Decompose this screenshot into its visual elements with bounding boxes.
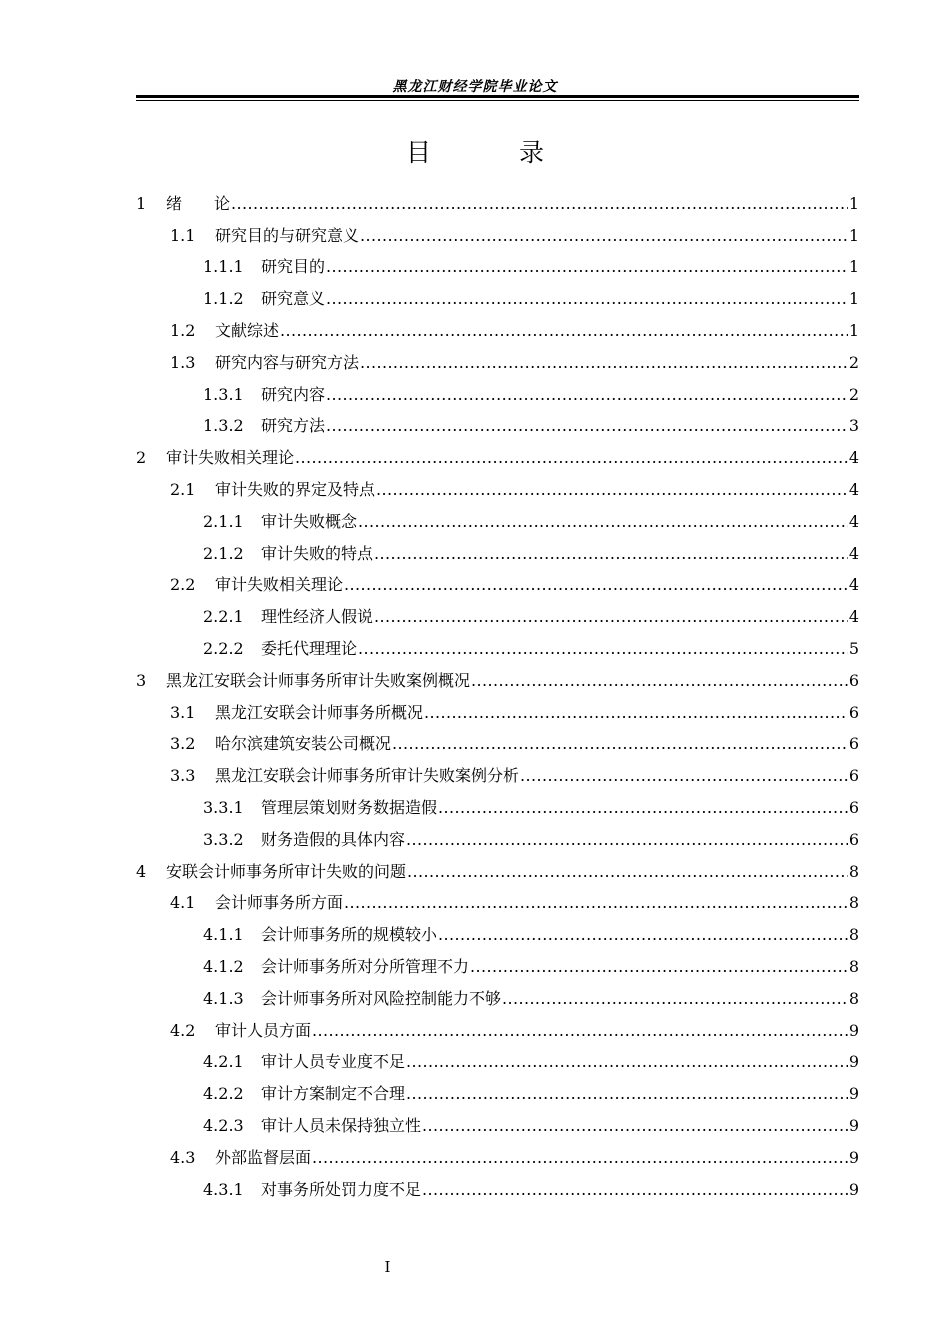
toc-entry-number: 4.3.1: [203, 1179, 244, 1199]
toc-entry-number: 2.1.1: [203, 511, 244, 531]
toc-entry-title: 理性经济人假说: [261, 607, 374, 627]
toc-dot-leader: [422, 1180, 848, 1200]
toc-entry-page: 5: [848, 639, 859, 659]
toc-entry-number: 4.3: [170, 1147, 196, 1167]
toc-dot-leader: [424, 703, 848, 723]
toc-entry-page: 4: [848, 511, 859, 531]
toc-entry-page: 6: [848, 670, 859, 690]
toc-entry-page: 9: [848, 1179, 859, 1199]
toc-dot-leader: [326, 257, 848, 277]
toc-dot-leader: [407, 862, 848, 882]
toc-entry[interactable]: [136, 983, 859, 1015]
toc-entry[interactable]: [136, 1015, 859, 1047]
toc-entry[interactable]: [136, 474, 859, 506]
toc-entry[interactable]: [136, 188, 859, 220]
toc-entry-title: 审计失败的界定及特点: [215, 480, 376, 500]
toc-entry-page: 3: [848, 416, 859, 436]
toc-entry[interactable]: [136, 919, 859, 951]
toc-dot-leader: [374, 607, 848, 627]
toc-entry-number: 3: [136, 670, 147, 690]
toc-entry[interactable]: [136, 601, 859, 633]
toc-entry[interactable]: [136, 792, 859, 824]
toc-entry-title: 研究目的: [261, 257, 326, 277]
toc-dot-leader: [406, 1084, 848, 1104]
toc-dot-leader: [344, 893, 848, 913]
toc-entry-number: 2.2.2: [203, 639, 244, 659]
toc-entry-number: 4.1.2: [203, 957, 244, 977]
toc-dot-leader: [358, 512, 848, 532]
toc-entry-title: 财务造假的具体内容: [261, 829, 406, 849]
toc-entry[interactable]: [136, 347, 859, 379]
toc-dot-leader: [438, 925, 848, 945]
toc-dot-leader: [470, 957, 848, 977]
toc-entry-title: 外部监督层面: [215, 1147, 312, 1167]
toc-entry-number: 3.3.2: [203, 829, 244, 849]
toc-entry-title: 安联会计师事务所审计失败的问题: [166, 861, 407, 881]
toc-dot-leader: [280, 321, 848, 341]
toc-entry-title: 委托代理理论: [261, 639, 358, 659]
toc-entry-title: 对事务所处罚力度不足: [261, 1179, 422, 1199]
toc-entry-number: 1.1.2: [203, 289, 244, 309]
toc-dot-leader: [502, 989, 848, 1009]
toc-entry[interactable]: [136, 379, 859, 411]
toc-entry[interactable]: [136, 856, 859, 888]
toc-entry-title: 会计师事务所方面: [215, 893, 344, 913]
toc-entry-number: 4.2.2: [203, 1084, 244, 1104]
toc-entry-page: 6: [848, 798, 859, 818]
toc-entry-number: 1.1: [170, 225, 196, 245]
toc-dot-leader: [360, 226, 848, 246]
title-char-left: 目: [406, 138, 432, 167]
toc-entry-page: 6: [848, 829, 859, 849]
title-char-right: 录: [518, 138, 544, 167]
toc-entry[interactable]: [136, 1174, 859, 1206]
toc-entry-page: 6: [848, 734, 859, 754]
toc-entry-page: 8: [848, 925, 859, 945]
toc-entry-title: 会计师事务所对风险控制能力不够: [261, 988, 502, 1008]
toc-entry[interactable]: [136, 411, 859, 443]
toc-entry-number: 2.2: [170, 575, 196, 595]
toc-entry-title: 研究目的与研究意义: [215, 225, 360, 245]
toc-dot-leader: [520, 766, 848, 786]
toc-dot-leader: [344, 575, 848, 595]
toc-entry-number: 1: [136, 193, 147, 213]
toc-entry-page: 6: [848, 766, 859, 786]
toc-entry-number: 4.1.1: [203, 925, 244, 945]
toc-entry-title: 管理层策划财务数据造假: [261, 798, 438, 818]
toc-entry-page: 4: [848, 480, 859, 500]
toc-entry-page: 2: [848, 352, 859, 372]
toc-entry[interactable]: [136, 1110, 859, 1142]
toc-dot-leader: [312, 1021, 848, 1041]
toc-dot-leader: [376, 480, 848, 500]
toc-entry-page: 1: [848, 257, 859, 277]
toc-entry[interactable]: [136, 824, 859, 856]
toc-dot-leader: [295, 448, 848, 468]
toc-entry-title: 审计方案制定不合理: [261, 1084, 406, 1104]
toc-dot-leader: [471, 671, 848, 691]
toc-entry-page: 4: [848, 448, 859, 468]
toc-entry-number: 4: [136, 861, 147, 881]
toc-entry[interactable]: [136, 633, 859, 665]
toc-entry[interactable]: [136, 283, 859, 315]
toc-entry-title: 研究内容与研究方法: [215, 352, 360, 372]
toc-entry-number: 1.2: [170, 321, 196, 341]
toc-dot-leader: [406, 1052, 848, 1072]
toc-entry-number: 1.3.2: [203, 416, 244, 436]
toc-dot-leader: [374, 544, 848, 564]
toc-entry-number: 2.1.2: [203, 543, 244, 563]
toc-entry-number: 1.1.1: [203, 257, 244, 277]
toc-entry-page: 9: [848, 1084, 859, 1104]
toc-entry[interactable]: [136, 506, 859, 538]
toc-entry[interactable]: [136, 1078, 859, 1110]
toc-entry-title: 黑龙江安联会计师事务所审计失败案例分析: [215, 766, 520, 786]
toc-entry-number: 3.3: [170, 766, 196, 786]
toc-entry-page: 9: [848, 1116, 859, 1135]
toc-entry-title: 绪 论: [166, 193, 231, 213]
toc-entry-number: 3.1: [170, 702, 196, 722]
toc-entry-number: 2: [136, 448, 147, 468]
toc-entry-page: 2: [848, 384, 859, 404]
toc-entry-page: 8: [848, 988, 859, 1008]
toc-entry[interactable]: [136, 760, 859, 792]
toc-entry-title: 研究内容: [261, 384, 326, 404]
toc-entry-title: 研究意义: [261, 289, 326, 309]
toc-entry-number: 3.2: [170, 734, 196, 754]
toc-dot-leader: [326, 385, 848, 405]
toc-entry-page: 1: [848, 289, 859, 309]
toc-entry-number: 4.2.3: [203, 1116, 244, 1135]
toc-entry[interactable]: [136, 220, 859, 252]
toc-entry-title: 哈尔滨建筑安装公司概况: [215, 734, 392, 754]
page-number: I: [384, 1258, 391, 1276]
toc-entry-number: 2.2.1: [203, 607, 244, 627]
toc-entry-page: 4: [848, 575, 859, 595]
toc-entry-title: 审计失败概念: [261, 511, 358, 531]
page-title: [0, 133, 950, 169]
toc-entry-number: 1.3: [170, 352, 196, 372]
toc-entry-number: 3.3.1: [203, 798, 244, 818]
toc-dot-leader: [358, 639, 848, 659]
toc-entry-page: 4: [848, 607, 859, 627]
toc-entry-title: 审计人员专业度不足: [261, 1052, 406, 1072]
toc-dot-leader: [326, 289, 848, 309]
toc-entry-title: 审计失败的特点: [261, 543, 374, 563]
toc-entry-title: 审计人员方面: [215, 1020, 312, 1040]
toc-entry-page: 9: [848, 1020, 859, 1040]
table-of-contents: [136, 188, 859, 1206]
toc-entry-page: 4: [848, 543, 859, 563]
toc-dot-leader: [392, 734, 848, 754]
toc-entry-number: 4.1.3: [203, 988, 244, 1008]
toc-entry-page: 6: [848, 702, 859, 722]
toc-entry-number: 1.3.1: [203, 384, 244, 404]
toc-dot-leader: [360, 353, 848, 373]
toc-entry-title: 黑龙江安联会计师事务所审计失败案例概况: [166, 670, 471, 690]
toc-entry-number: 4.2: [170, 1020, 196, 1040]
toc-entry-page: 8: [848, 957, 859, 977]
toc-entry[interactable]: [136, 729, 859, 761]
toc-entry-title: 审计失败相关理论: [215, 575, 344, 595]
toc-entry-page: 1: [848, 225, 859, 245]
toc-entry-number: 4.1: [170, 893, 196, 913]
toc-entry[interactable]: [136, 252, 859, 284]
page-header: 黑龙江财经学院毕业论文: [392, 79, 558, 95]
toc-dot-leader: [422, 1116, 848, 1136]
toc-dot-leader: [438, 798, 848, 818]
header-rule-thick: [136, 95, 859, 98]
toc-entry[interactable]: [136, 315, 859, 347]
toc-entry[interactable]: [136, 697, 859, 729]
toc-entry-title: 会计师事务所的规模较小: [261, 925, 438, 945]
toc-entry-page: 9: [848, 1052, 859, 1072]
toc-entry-number: 2.1: [170, 480, 196, 500]
toc-entry-page: 1: [848, 321, 859, 341]
toc-dot-leader: [312, 1148, 848, 1168]
toc-dot-leader: [231, 194, 848, 214]
toc-entry[interactable]: [136, 538, 859, 570]
toc-dot-leader: [326, 416, 848, 436]
toc-entry[interactable]: [136, 1047, 859, 1079]
toc-entry[interactable]: [136, 1142, 859, 1174]
header-rule-thin: [136, 100, 859, 101]
toc-entry[interactable]: [136, 570, 859, 602]
toc-entry[interactable]: [136, 888, 859, 920]
toc-entry-title: 研究方法: [261, 416, 326, 436]
toc-entry[interactable]: [136, 442, 859, 474]
toc-entry-title: 文献综述: [215, 321, 280, 341]
toc-entry-title: 审计失败相关理论: [166, 448, 295, 468]
toc-entry[interactable]: [136, 665, 859, 697]
toc-entry[interactable]: [136, 951, 859, 983]
toc-entry-title: 黑龙江安联会计师事务所概况: [215, 702, 424, 722]
toc-entry-page: 8: [848, 861, 859, 881]
toc-entry-title: 会计师事务所对分所管理不力: [261, 957, 470, 977]
toc-entry-title: 审计人员未保持独立性: [261, 1116, 422, 1135]
toc-entry-number: 4.2.1: [203, 1052, 244, 1072]
toc-entry-page: 1: [848, 193, 859, 213]
toc-entry-page: 9: [848, 1147, 859, 1167]
toc-entry-page: 8: [848, 893, 859, 913]
toc-dot-leader: [406, 830, 848, 850]
